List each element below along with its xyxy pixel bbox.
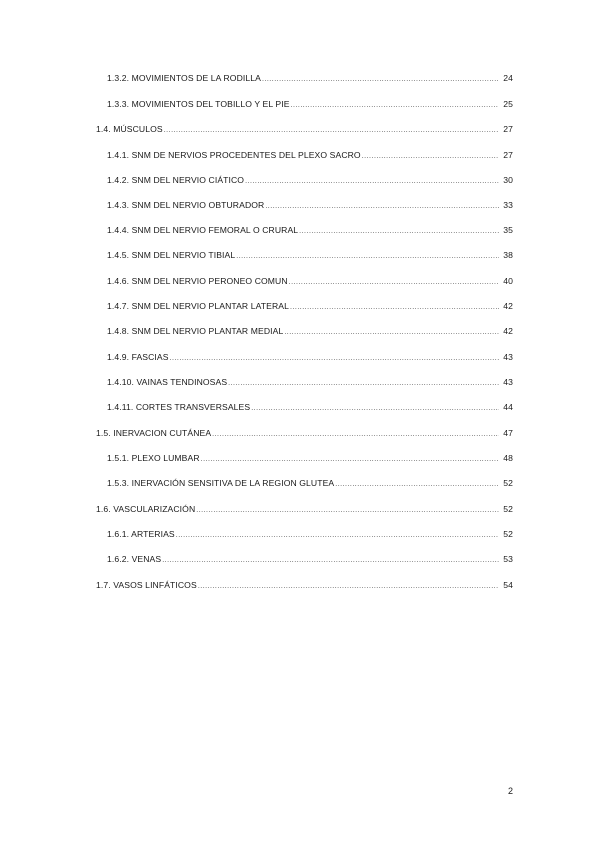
dot-leader <box>170 353 499 365</box>
toc-entry-page: 48 <box>503 453 513 463</box>
toc-entry-text: 1.4.10. VAINAS TENDINOSAS <box>107 377 228 387</box>
dot-leader <box>335 479 499 491</box>
page-number: 2 <box>507 786 513 796</box>
toc-entry-page: 47 <box>503 428 513 438</box>
toc-entry-page: 30 <box>503 175 513 185</box>
toc-entry-page: 27 <box>503 150 513 160</box>
toc-entry-1-4-4[interactable] <box>107 224 513 238</box>
toc-entry-page: 42 <box>503 326 513 336</box>
toc-entry-page: 52 <box>503 504 513 514</box>
dot-leader <box>291 100 499 112</box>
toc-entry-page: 35 <box>503 225 513 235</box>
toc-entry-text: 1.4.2. SNM DEL NERVIO CIÁTICO <box>107 175 245 185</box>
toc-entry-1-4-5[interactable] <box>107 249 513 263</box>
toc-entry-text: 1.6.1. ARTERIAS <box>107 529 175 539</box>
dot-leader <box>212 429 499 441</box>
toc-entry-page: 52 <box>503 529 513 539</box>
toc-entry-1-4-10[interactable] <box>107 376 513 390</box>
toc-entry-text: 1.5.3. INERVACIÓN SENSITIVA DE LA REGION GLUTEA <box>107 478 335 488</box>
toc-entry-page: 40 <box>503 276 513 286</box>
dot-leader <box>228 378 499 390</box>
toc-entry-1-4-2[interactable] <box>107 174 513 188</box>
toc-entry-text: 1.5. INERVACION CUTÁNEA <box>96 428 212 438</box>
toc-entry-page: 27 <box>503 124 513 134</box>
dot-leader <box>251 403 499 415</box>
toc-entry-text: 1.3.2. MOVIMIENTOS DE LA RODILLA <box>107 73 261 83</box>
toc-entry-page: 53 <box>503 554 513 564</box>
toc-entry-page: 24 <box>503 73 513 83</box>
toc-entry-1-3-2[interactable] <box>107 72 513 86</box>
toc-entry-1-4-9[interactable] <box>107 351 513 365</box>
toc-entry-text: 1.4.1. SNM DE NERVIOS PROCEDENTES DEL PLEXO SACRO <box>107 150 361 160</box>
dot-leader <box>265 201 499 213</box>
dot-leader <box>245 176 499 188</box>
toc-entry-1-4-6[interactable] <box>107 275 513 289</box>
toc-entry-page: 42 <box>503 301 513 311</box>
toc-entry-page: 33 <box>503 200 513 210</box>
toc-entry-1-4-8[interactable] <box>107 325 513 339</box>
toc-entry-1-3-3[interactable] <box>107 98 513 112</box>
toc-entry-1-6[interactable] <box>96 503 513 517</box>
toc-entry-1-5-3[interactable] <box>107 477 513 491</box>
toc-entry-1-6-1[interactable] <box>107 528 513 542</box>
dot-leader <box>162 555 499 567</box>
dot-leader <box>284 327 499 339</box>
dot-leader <box>236 251 499 263</box>
toc-entry-1-7[interactable] <box>96 579 513 593</box>
toc-entry-text: 1.4.3. SNM DEL NERVIO OBTURADOR <box>107 200 265 210</box>
toc-entry-page: 44 <box>503 402 513 412</box>
toc-entry-page: 54 <box>503 580 513 590</box>
toc-entry-page: 43 <box>503 377 513 387</box>
toc-entry-1-5-1[interactable] <box>107 452 513 466</box>
toc-entry-1-4-1[interactable] <box>107 149 513 163</box>
toc-entry-page: 52 <box>503 478 513 488</box>
toc-entry-text: 1.4.4. SNM DEL NERVIO FEMORAL O CRURAL <box>107 225 299 235</box>
toc-entry-page: 43 <box>503 352 513 362</box>
toc-entry-text: 1.7. VASOS LINFÁTICOS <box>96 580 197 590</box>
dot-leader <box>198 581 499 593</box>
toc-entry-1-4-7[interactable] <box>107 300 513 314</box>
toc-entry-page: 38 <box>503 250 513 260</box>
dot-leader <box>201 454 499 466</box>
toc-entry-page: 25 <box>503 99 513 109</box>
dot-leader <box>262 74 499 86</box>
dot-leader <box>164 125 499 137</box>
dot-leader <box>290 302 499 314</box>
toc-entry-1-4-3[interactable] <box>107 199 513 213</box>
dot-leader <box>299 226 499 238</box>
toc-entry-1-4-11[interactable] <box>107 401 513 415</box>
toc-entry-text: 1.4.11. CORTES TRANSVERSALES <box>107 402 251 412</box>
toc-entry-text: 1.3.3. MOVIMIENTOS DEL TOBILLO Y EL PIE <box>107 99 290 109</box>
toc-entry-text: 1.4.5. SNM DEL NERVIO TIBIAL <box>107 250 236 260</box>
toc-entry-text: 1.6.2. VENAS <box>107 554 162 564</box>
toc-entry-text: 1.5.1. PLEXO LUMBAR <box>107 453 200 463</box>
dot-leader <box>289 277 499 289</box>
toc-entry-text: 1.6. VASCULARIZACIÓN <box>96 504 196 514</box>
toc-entry-1-5[interactable] <box>96 427 513 441</box>
dot-leader <box>176 530 499 542</box>
dot-leader <box>196 505 499 517</box>
toc-entry-text: 1.4.9. FASCIAS <box>107 352 169 362</box>
dot-leader <box>362 151 499 163</box>
toc-entry-text: 1.4.7. SNM DEL NERVIO PLANTAR LATERAL <box>107 301 289 311</box>
toc-entry-text: 1.4.8. SNM DEL NERVIO PLANTAR MEDIAL <box>107 326 284 336</box>
toc-entry-text: 1.4.6. SNM DEL NERVIO PERONEO COMUN <box>107 276 288 286</box>
toc-entry-1-6-2[interactable] <box>107 553 513 567</box>
toc-entry-1-4[interactable] <box>96 123 513 137</box>
toc-entry-text: 1.4. MÚSCULOS <box>96 124 163 134</box>
